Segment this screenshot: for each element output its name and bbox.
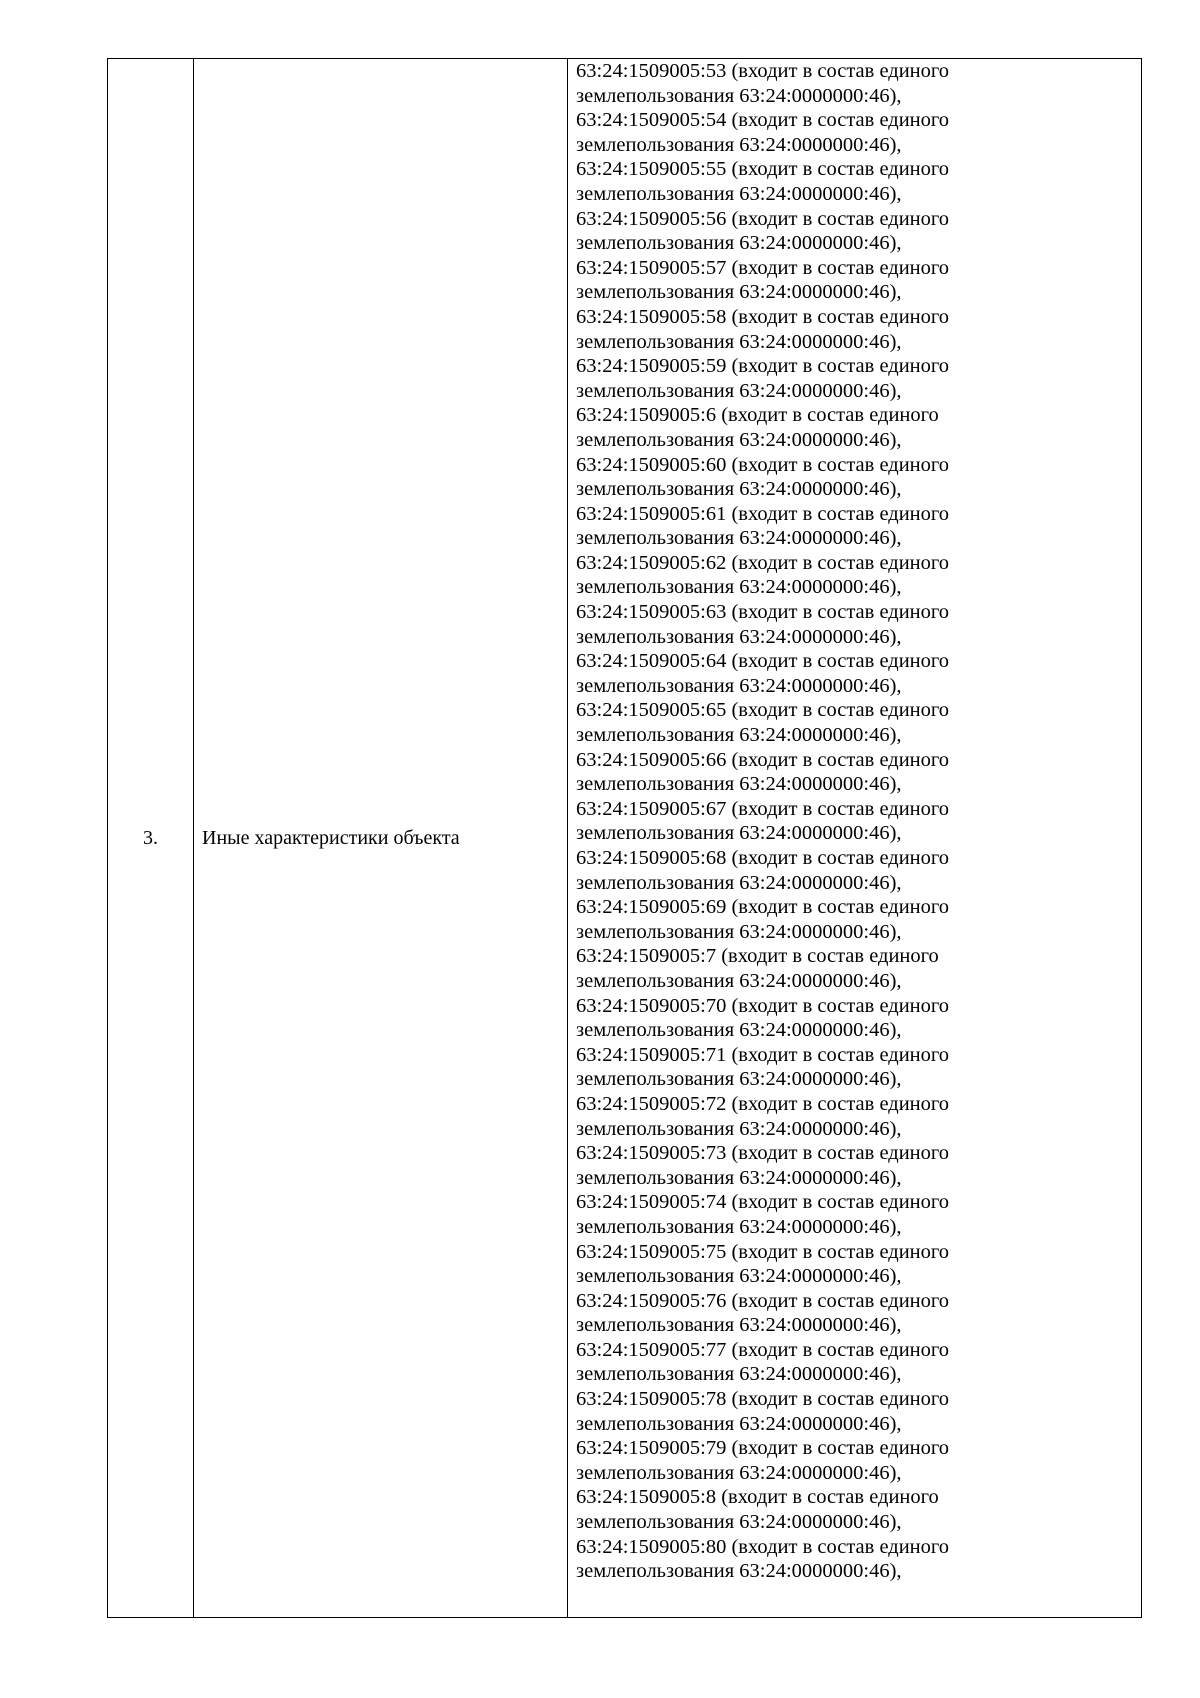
cadastral-number-line: 63:24:1509005:56 (входит в состав единого (576, 207, 950, 230)
cadastral-entry (576, 502, 1135, 551)
cadastral-number-line: 63:24:1509005:77 (входит в состав единого (576, 1338, 950, 1361)
cadastral-number-line: 63:24:1509005:59 (входит в состав единого (576, 355, 950, 378)
cadastral-entry (576, 59, 1135, 108)
cadastral-entry (576, 649, 1135, 698)
cadastral-entry-list (576, 59, 1135, 1584)
land-use-line: землепользования 63:24:0000000:46), (576, 428, 902, 451)
row-name: Иные характеристики объекта (202, 826, 460, 849)
land-use-line: землепользования 63:24:0000000:46), (576, 1363, 902, 1386)
cadastral-entry (576, 1240, 1135, 1289)
row-value-cell (568, 59, 1142, 1618)
cadastral-number-line: 63:24:1509005:72 (входит в состав единого (576, 1092, 950, 1115)
cadastral-number-line: 63:24:1509005:76 (входит в состав единого (576, 1289, 950, 1312)
cadastral-number-line: 63:24:1509005:70 (входит в состав единого (576, 994, 950, 1017)
cadastral-entry (576, 1141, 1135, 1190)
cadastral-number-line: 63:24:1509005:54 (входит в состав единого (576, 109, 950, 132)
cadastral-entry (576, 797, 1135, 846)
cadastral-number-line: 63:24:1509005:74 (входит в состав единого (576, 1191, 950, 1214)
land-use-line: землепользования 63:24:0000000:46), (576, 527, 902, 550)
cadastral-entry (576, 1485, 1135, 1534)
land-use-line: землепользования 63:24:0000000:46), (576, 1068, 902, 1091)
cadastral-entry (576, 895, 1135, 944)
land-use-line: землепользования 63:24:0000000:46), (576, 625, 902, 648)
land-use-line: землепользования 63:24:0000000:46), (576, 773, 902, 796)
cadastral-number-line: 63:24:1509005:58 (входит в состав единого (576, 305, 950, 328)
cadastral-number-line: 63:24:1509005:80 (входит в состав единого (576, 1535, 950, 1558)
cadastral-number-line: 63:24:1509005:75 (входит в состав единого (576, 1240, 950, 1263)
land-use-line: землепользования 63:24:0000000:46), (576, 969, 902, 992)
land-use-line: землепользования 63:24:0000000:46), (576, 1166, 902, 1189)
cadastral-entry (576, 1535, 1135, 1584)
land-use-line: землепользования 63:24:0000000:46), (576, 281, 902, 304)
cadastral-number-line: 63:24:1509005:69 (входит в состав единого (576, 896, 950, 919)
land-use-line: землепользования 63:24:0000000:46), (576, 182, 902, 205)
cadastral-number-line: 63:24:1509005:55 (входит в состав единого (576, 158, 950, 181)
row-number-cell (108, 59, 194, 1618)
land-use-line: землепользования 63:24:0000000:46), (576, 871, 902, 894)
cadastral-number-line: 63:24:1509005:71 (входит в состав единого (576, 1043, 950, 1066)
land-use-line: землепользования 63:24:0000000:46), (576, 1019, 902, 1042)
cadastral-entry (576, 944, 1135, 993)
cadastral-number-line: 63:24:1509005:63 (входит в состав единого (576, 601, 950, 624)
cadastral-number-line: 63:24:1509005:61 (входит в состав единого (576, 502, 950, 525)
land-use-line: землепользования 63:24:0000000:46), (576, 1314, 902, 1337)
row-name-cell (194, 59, 568, 1618)
land-use-line: землепользования 63:24:0000000:46), (576, 1215, 902, 1238)
cadastral-number-line: 63:24:1509005:78 (входит в состав единого (576, 1388, 950, 1411)
cadastral-entry (576, 305, 1135, 354)
cadastral-entry (576, 157, 1135, 206)
land-use-line: землепользования 63:24:0000000:46), (576, 920, 902, 943)
row-number: 3. (143, 826, 158, 849)
land-use-line: землепользования 63:24:0000000:46), (576, 84, 902, 107)
cadastral-entry (576, 846, 1135, 895)
cadastral-entry (576, 403, 1135, 452)
land-use-line: землепользования 63:24:0000000:46), (576, 232, 902, 255)
cadastral-number-line: 63:24:1509005:57 (входит в состав единого (576, 256, 950, 279)
cadastral-number-line: 63:24:1509005:68 (входит в состав единого (576, 847, 950, 869)
cadastral-entry (576, 1289, 1135, 1338)
cadastral-entry (576, 207, 1135, 256)
cadastral-number-line: 63:24:1509005:67 (входит в состав единого (576, 797, 950, 820)
land-use-line: землепользования 63:24:0000000:46), (576, 478, 902, 501)
cadastral-number-line: 63:24:1509005:79 (входит в состав единого (576, 1437, 950, 1460)
land-use-line: землепользования 63:24:0000000:46), (576, 1412, 902, 1435)
land-use-line: землепользования 63:24:0000000:46), (576, 1461, 902, 1484)
cadastral-number-line: 63:24:1509005:65 (входит в состав единого (576, 699, 950, 722)
cadastral-entry (576, 1092, 1135, 1141)
cadastral-entry (576, 256, 1135, 305)
table-row (108, 59, 1142, 1618)
cadastral-entry (576, 1387, 1135, 1436)
cadastral-entry (576, 551, 1135, 600)
cadastral-entry (576, 600, 1135, 649)
cadastral-entry (576, 698, 1135, 747)
cadastral-number-line: 63:24:1509005:64 (входит в состав единого (576, 650, 950, 673)
land-use-line: землепользования 63:24:0000000:46), (576, 1511, 902, 1534)
land-use-line: землепользования 63:24:0000000:46), (576, 576, 902, 599)
land-use-line: землепользования 63:24:0000000:46), (576, 1560, 902, 1583)
cadastral-number-line: 63:24:1509005:66 (входит в состав единого (576, 748, 950, 771)
land-use-line: землепользования 63:24:0000000:46), (576, 1265, 902, 1288)
characteristics-table (107, 58, 1142, 1618)
cadastral-entry (576, 1436, 1135, 1485)
cadastral-entry (576, 108, 1135, 157)
cadastral-number-line: 63:24:1509005:60 (входит в состав единого (576, 453, 950, 476)
cadastral-number-line: 63:24:1509005:8 (входит в состав единого (576, 1486, 939, 1509)
cadastral-entry (576, 748, 1135, 797)
cadastral-number-line: 63:24:1509005:62 (входит в состав единого (576, 551, 950, 574)
land-use-line: землепользования 63:24:0000000:46), (576, 674, 902, 697)
land-use-line: землепользования 63:24:0000000:46), (576, 724, 902, 747)
cadastral-number-line: 63:24:1509005:73 (входит в состав единого (576, 1142, 950, 1165)
cadastral-number-line: 63:24:1509005:53 (входит в состав единого (576, 60, 950, 82)
cadastral-entry (576, 1043, 1135, 1092)
cadastral-number-line: 63:24:1509005:7 (входит в состав единого (576, 945, 939, 968)
cadastral-entry (576, 994, 1135, 1043)
land-use-line: землепользования 63:24:0000000:46), (576, 379, 902, 402)
land-use-line: землепользования 63:24:0000000:46), (576, 133, 902, 156)
cadastral-entry (576, 453, 1135, 502)
land-use-line: землепользования 63:24:0000000:46), (576, 822, 902, 845)
cadastral-entry (576, 1338, 1135, 1387)
land-use-line: землепользования 63:24:0000000:46), (576, 330, 902, 353)
cadastral-entry (576, 354, 1135, 403)
cadastral-number-line: 63:24:1509005:6 (входит в состав единого (576, 404, 939, 427)
cadastral-entry (576, 1190, 1135, 1239)
land-use-line: землепользования 63:24:0000000:46), (576, 1117, 902, 1140)
